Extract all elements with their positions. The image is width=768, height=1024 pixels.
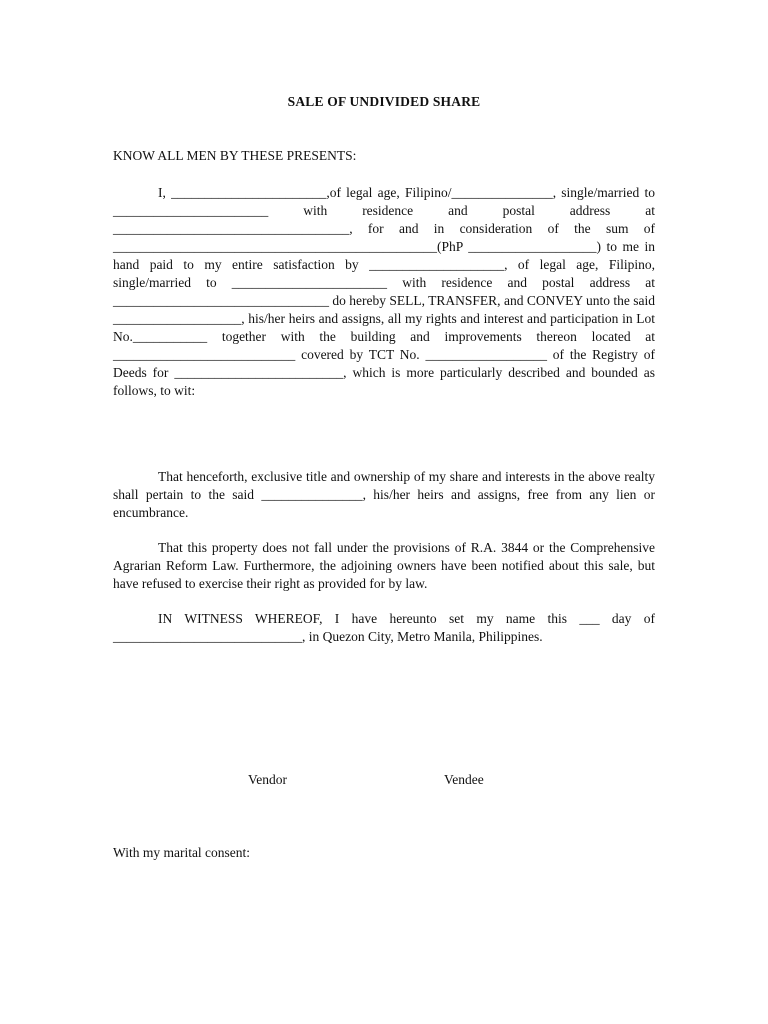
paragraph-title-transfer <box>113 468 655 522</box>
marital-consent-label: With my marital consent: <box>113 845 251 860</box>
paragraph-agrarian-law-text: That this property does not fall under the provisions of R.A. 3844 or the Comprehensive Agrarian Reform Law. Furthermore, the adjoining owners have been notified about this sale, but have refused to exercise their right as provided for by law. <box>113 540 655 591</box>
vendee-label: Vendee <box>444 772 484 787</box>
paragraph-witness <box>113 610 655 646</box>
paragraph-title-transfer-text: That henceforth, exclusive title and ownership of my share and interests in the above realty shall pertain to the said _______________, his/her heirs and assigns, free from any lien or encumbrance. <box>113 469 655 520</box>
document-title: SALE OF UNDIVIDED SHARE <box>287 94 481 109</box>
paragraph-sale-terms <box>113 184 655 400</box>
paragraph-agrarian-law <box>113 539 655 593</box>
paragraph-witness-text: IN WITNESS WHEREOF, I have hereunto set my name this ___ day of ____________________________, in Quezon City, Metro Manila, Philippines. <box>113 611 655 644</box>
salutation: KNOW ALL MEN BY THESE PRESENTS: <box>113 148 357 163</box>
vendor-label: Vendor <box>248 772 287 787</box>
paragraph-sale-terms-text: I, _______________________,of legal age, Filipino/_______________, single/married to _______________________ with residence and postal address at ___________________________________, for and in consideration of the sum of ________________________________________________(PhP ___________________) to me in hand paid to my entire satisfaction by ____________________, of legal age, Filipino, single/married to _______________________ with residence and postal address at ________________________________ do hereby SELL, TRANSFER, and CONVEY unto the said ___________________, his/her heirs and assigns, all my rights and interest and participation in Lot No.___________ together with the building and improvements thereon located at ___________________________ covered by TCT No. __________________ of the Registry of Deeds for _________________________, which is more particularly described and bounded as follows, to wit: <box>113 185 655 398</box>
